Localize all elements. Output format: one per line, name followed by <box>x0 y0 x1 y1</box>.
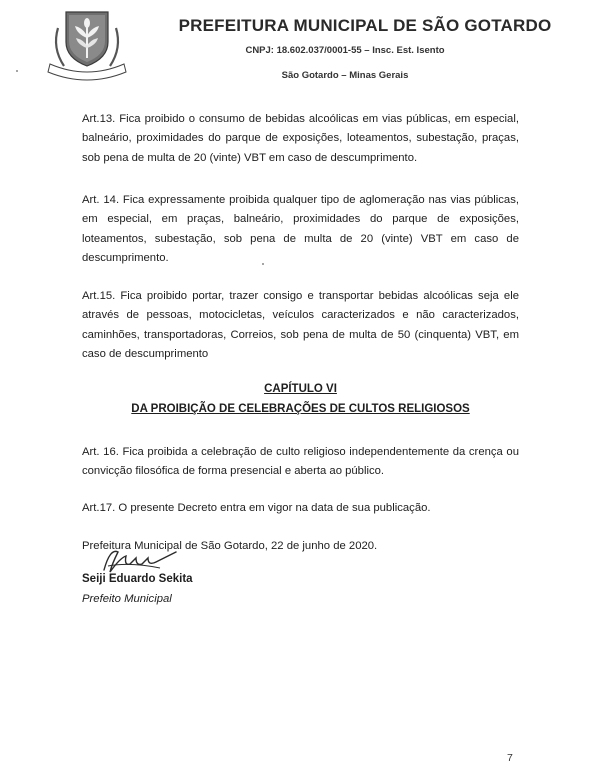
article-13: Art.13. Fica proibido o consumo de bebidas alcoólicas em vias públicas, em especial, balneário, proximidades do parque de exposições, loteamentos, subestação, praças, sob pena de multa de 20 (vinte) VBT em caso de descumprimento. <box>82 113 519 164</box>
handwritten-signature-icon <box>100 544 180 576</box>
municipal-seal-icon <box>44 8 130 82</box>
closing-line: Prefeitura Municipal de São Gotardo, 22 de junho de 2020. <box>82 540 378 552</box>
article-14: Art. 14. Fica expressamente proibida qualquer tipo de aglomeração nas vias públicas, em especial, em praças, balneário, proximidades do parque de exposições, loteamentos, subestação, sob pena de multa de 20 (vinte) VBT em caso de descumprimento. <box>82 194 519 265</box>
chapter-number: CAPÍTULO VI <box>264 383 337 395</box>
cnpj-line: CNPJ: 18.602.037/0001-55 – Insc. Est. Isento <box>245 45 445 56</box>
chapter-title: DA PROIBIÇÃO DE CELEBRAÇÕES DE CULTOS RELIGIOSOS <box>131 403 470 415</box>
page-number: 7 <box>507 752 513 764</box>
article-17: Art.17. O presente Decreto entra em vigor na data de sua publicação. <box>82 502 431 514</box>
signatory-role: Prefeito Municipal <box>82 593 172 605</box>
article-16: Art. 16. Fica proibida a celebração de culto religioso independentemente da crença ou convicção filosófica de forma presencial e aberta ao público. <box>82 446 519 478</box>
scan-speck <box>262 263 264 265</box>
letterhead <box>0 0 600 90</box>
scan-speck <box>16 70 18 72</box>
signatory-name: Seiji Eduardo Sekita <box>82 573 193 585</box>
municipality-title: PREFEITURA MUNICIPAL DE SÃO GOTARDO <box>178 16 552 35</box>
city-line: São Gotardo – Minas Gerais <box>281 70 409 81</box>
article-15: Art.15. Fica proibido portar, trazer consigo e transportar bebidas alcoólicas seja ele através de pessoas, motocicletas, veículos caracterizados e não caracterizados, caminhões, transportadoras, Correios, sob pena de multa de 50 (cinquenta) VBT, em caso de descumprimento <box>82 290 519 361</box>
